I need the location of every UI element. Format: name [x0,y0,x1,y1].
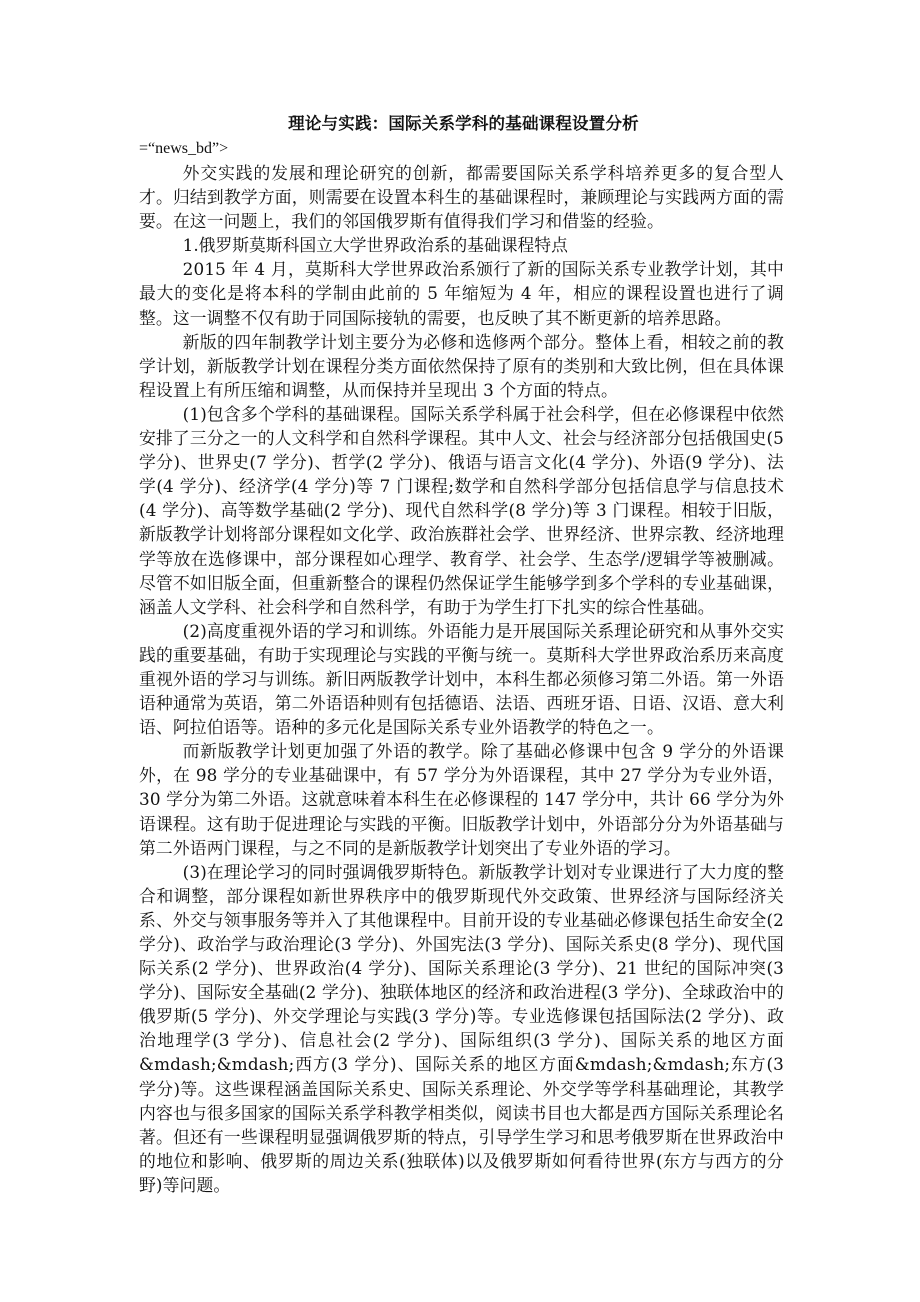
paragraph-point-1: (1)包含多个学科的基础课程。国际关系学科属于社会科学，但在必修课程中依然安排了三分之一的人文科学和自然科学课程。其中人文、社会与经济部分包括俄国史(5 学分)、世界史(7 学分)、哲学(2 学分)、俄语与语言文化(4 学分)、外语(9 学分)、法学(4 学分)、经济学(4 学分)等 7 门课程;数学和自然科学部分包括信息学与信息技术(4 学分)、高等数学基础(2 学分)、现代自然科学(8 学分)等 3 门课程。相较于旧版，新版教学计划将部分课程如文化学、政治族群社会学、世界经济、世界宗教、经济地理学等放在选修课中，部分课程如心理学、教育学、社会学、生态学/逻辑学等被删减。尽管不如旧版全面，但重新整合的课程仍然保证学生能够学到多个学科的专业基础课，涵盖人文学科、社会科学和自然科学，有助于为学生打下扎实的综合性基础。 [139,403,784,617]
section-heading-1: 1.俄罗斯莫斯科国立大学世界政治系的基础课程特点 [182,235,568,256]
paragraph-intro: 外交实践的发展和理论研究的创新，都需要国际关系学科培养更多的复合型人才。归结到教学方面，则需要在设置本科生的基础课程时，兼顾理论与实践两方面的需要。在这一问题上，我们的邻国俄罗斯有值得我们学习和借鉴的经验。 [139,163,784,232]
document-title: 理论与实践：国际关系学科的基础课程设置分析 [288,114,639,133]
paragraph-foreign-language: 而新版教学计划更加强了外语的教学。除了基础必修课中包含 9 学分的外语课外，在 98 学分的专业基础课中，有 57 学分为外语课程，其中 27 学分为专业外语，30 学分为第二外语。这就意味着本科生在必修课程的 147 学分中，共计 66 学分为外语课程。这有助于促进理论与实践的平衡。旧版教学计划中，外语部分分为外语基础与第二外语两门课程，与之不同的是新版教学计划突出了专业外语的学习。 [139,741,785,858]
paragraph-point-2: (2)高度重视外语的学习和训练。外语能力是开展国际关系理论研究和从事外交实践的重要基础，有助于实现理论与实践的平衡与统一。莫斯科大学世界政治系历来高度重视外语的学习与训练。新旧两版教学计划中，本科生都必须修习第二外语。第一外语语种通常为英语，第二外语语种则有包括德语、法语、西班牙语、日语、汉语、意大利语、阿拉伯语等。语种的多元化是国际关系专业外语教学的特色之一。 [139,620,784,738]
paragraph-four-year-plan: 新版的四年制教学计划主要分为必修和选修两个部分。整体上看，相较之前的教学计划，新版教学计划在课程分类方面依然保持了原有的类别和大致比例，但在具体课程设置上有所压缩和调整，从而保持并呈现出 3 个方面的特点。 [139,331,784,400]
paragraph-point-3: (3)在理论学习的同时强调俄罗斯特色。新版教学计划对专业课进行了大力度的整合和调整，部分课程如新世界秩序中的俄罗斯现代外交政策、世界经济与国际经济关系、外交与领事服务等并入了其他课程中。目前开设的专业基础必修课包括生命安全(2 学分)、政治学与政治理论(3 学分)、外国宪法(3 学分)、国际关系史(8 学分)、现代国际关系(2 学分)、世界政治(4 学分)、国际关系理论(3 学分)、21 世纪的国际冲突(3 学分)、国际安全基础(2 学分)、独联体地区的经济和政治进程(3 学分)、全球政治中的俄罗斯(5 学分)、外交学理论与实践(3 学分)等。专业选修课包括国际法(2 学分)、政治地理学(3 学分)、信息社会(2 学分)、国际组织(3 学分)、国际关系的地区方面&mdash;&mdash;西方(3 学分)、国际关系的地区方面&mdash;&mdash;东方(3 学分)等。这些课程涵盖国际关系史、国际关系理论、外交学等学科基础理论，其教学内容也与很多国家的国际关系学科教学相类似，阅读书目也大都是西方国际关系理论名著。但还有一些课程明显强调俄罗斯的特点，引导学生学习和思考俄罗斯在世界政治中的地位和影响、俄罗斯的周边关系(独联体)以及俄罗斯如何看待世界(东方与西方的分野)等问题。 [139,861,784,1195]
paragraph-2015-plan: 2015 年 4 月，莫斯科大学世界政治系颁行了新的国际关系专业教学计划，其中最大的变化是将本科的学制由此前的 5 年缩短为 4 年，相应的课程设置也进行了调整。这一调整不仅有助于同国际接轨的需要，也反映了其不断更新的培养思路。 [139,259,784,328]
document-page [139,112,784,1197]
html-artifact-text: =“news_bd”> [139,140,229,157]
